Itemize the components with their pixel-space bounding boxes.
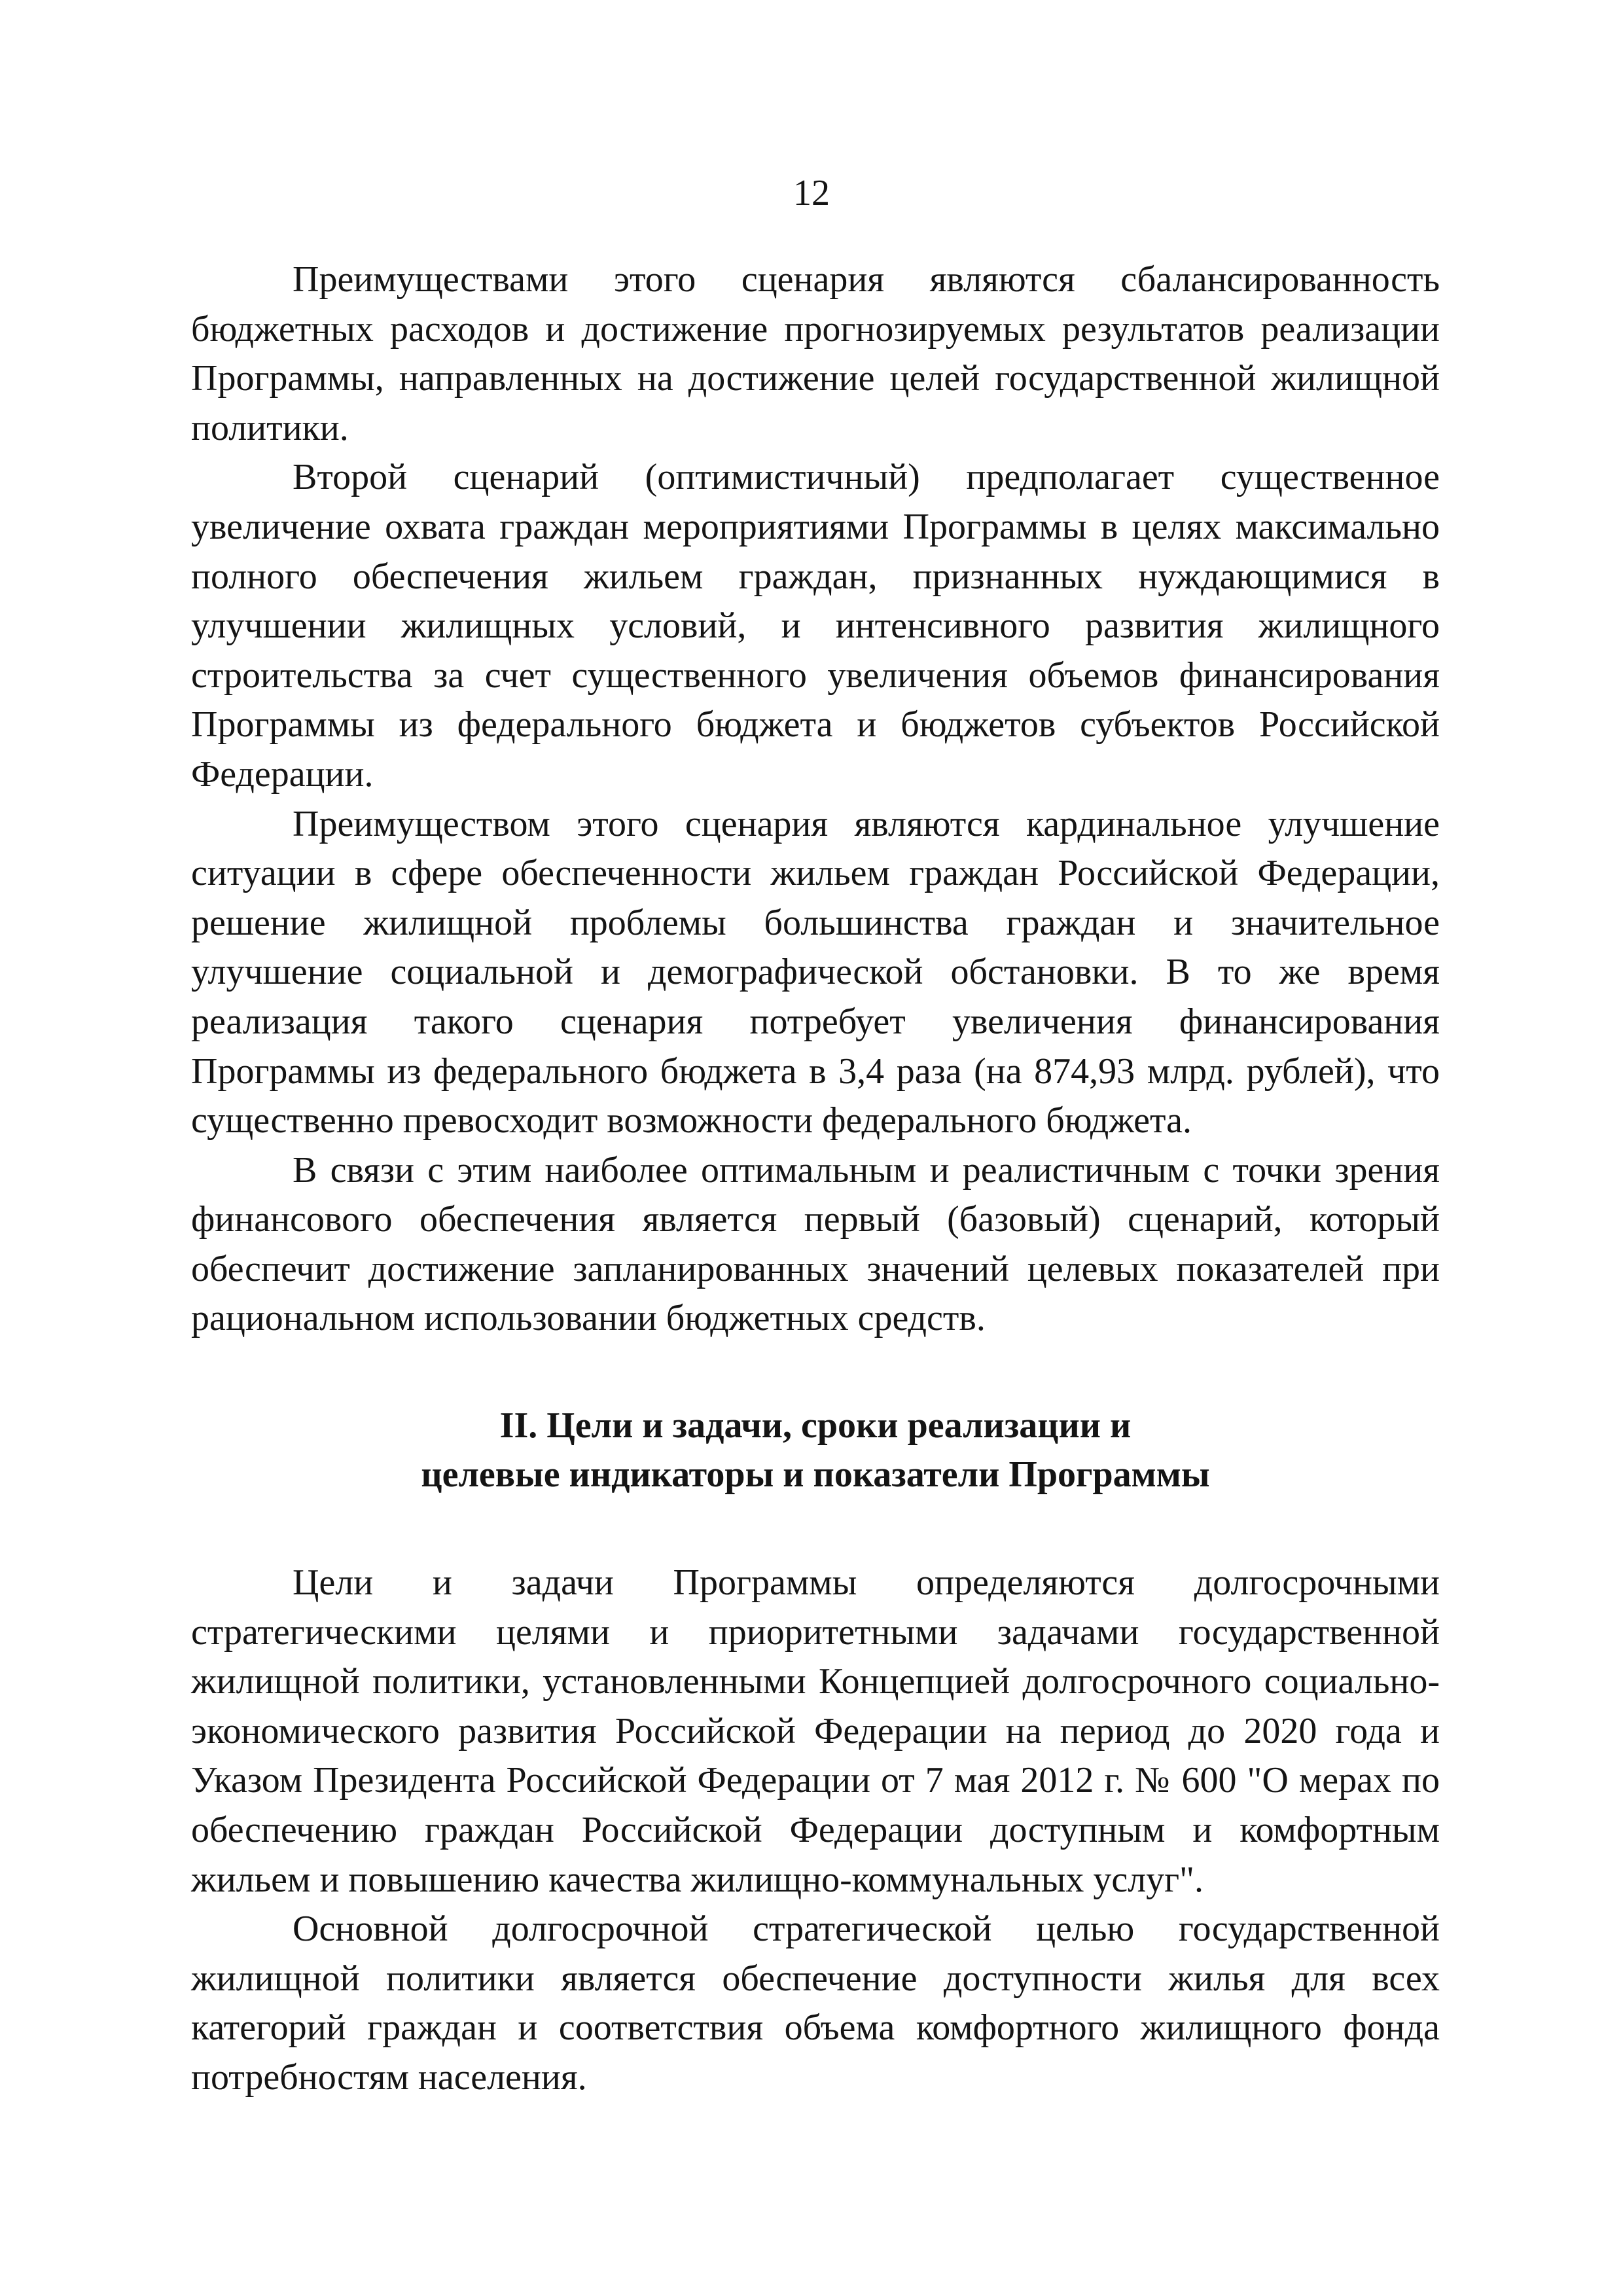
page-number: 12 [793,173,830,213]
paragraph-base-scenario-conclusion: В связи с этим наиболее оптимальным и реалистичным с точки зрения финансового обеспечения является первый (базовый) сценарий, который обеспечит достижение запланированных значений целевых показателей при рациональном использовании бюджетных средств. [191,1149,1440,1339]
document-body [191,255,1440,2103]
paragraph-strategic-goal: Основной долгосрочной стратегической целью государственной жилищной политики является обеспечение доступности жилья для всех категорий граждан и соответствия объема комфортного жилищного фонда потребностям населения. [191,1909,1440,2098]
paragraph-optimistic-scenario: Второй сценарий (оптимистичный) предполагает существенное увеличение охвата граждан мероприятиями Программы в целях максимально полного обеспечения жильем граждан, признанных нуждающимися в улучшении жилищных условий, и интенсивного развития жилищного строительства за счет существенного увеличения объемов финансирования Программы из федерального бюджета и бюджетов субъектов Российской Федерации. [191,457,1440,795]
paragraph-balanced-scenario-advantages: Преимуществами этого сценария являются сбалансированность бюджетных расходов и достижение прогнозируемых результатов реализации Программы, направленных на достижение целей государственной жилищной политики. [191,259,1440,448]
paragraph-program-goals: Цели и задачи Программы определяются долгосрочными стратегическими целями и приоритетными задачами государственной жилищной политики, установленными Концепцией долгосрочного социально-экономического развития Российской Федерации на период до 2020 года и Указом Президента Российской Федерации от 7 мая 2012 г. № 600 "О мерах по обеспечению граждан Российской Федерации доступным и комфортным жильем и повышению качества жилищно-коммунальных услуг". [191,1562,1440,1900]
paragraph-optimistic-scenario-advantages: Преимуществом этого сценария являются кардинальное улучшение ситуации в сфере обеспеченности жильем граждан Российской Федерации, решение жилищной проблемы большинства граждан и значительное улучшение социальной и демографической обстановки. В то же время реализация такого сценария потребует увеличения финансирования Программы из федерального бюджета в 3,4 раза (на 874,93 млрд. рублей), что существенно превосходит возможности федерального бюджета. [191,803,1440,1141]
section-heading [191,1401,1440,1499]
section-heading-line-1: II. Цели и задачи, сроки реализации и [499,1405,1132,1446]
section-heading-line-2: целевые индикаторы и показатели Программы [421,1454,1210,1496]
